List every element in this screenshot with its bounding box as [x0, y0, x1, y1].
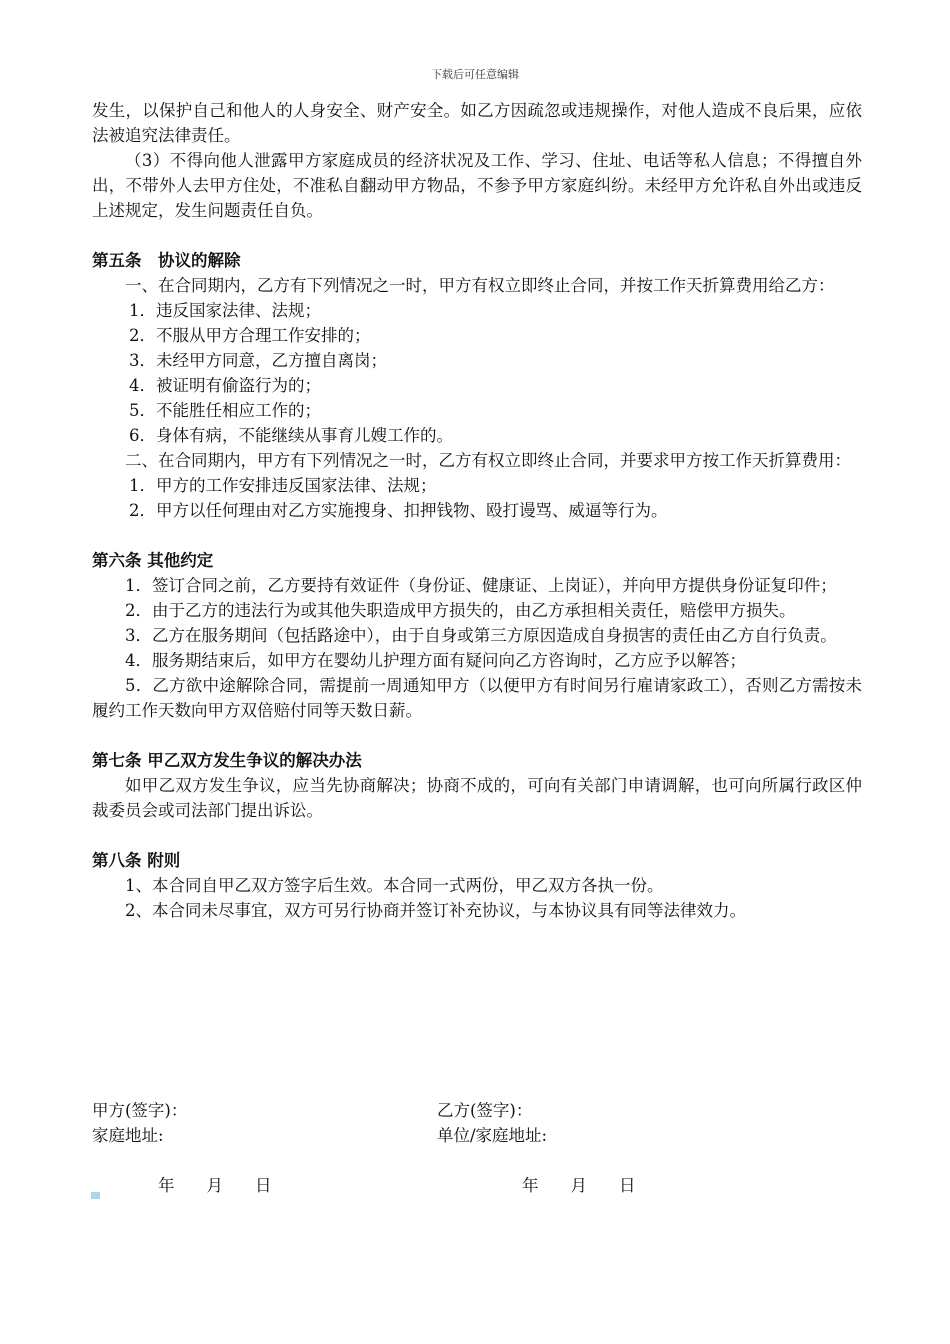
party-b-date [522, 1172, 636, 1196]
list-item: 4．被证明有偷盗行为的； [129, 376, 321, 395]
list-item: 3．乙方在服务期间（包括路途中），由于自身或第三方原因造成自身损害的责任由乙方自行负责。 [125, 626, 837, 645]
intro-paragraph-1: 发生，以保护自己和他人的人身安全、财产安全。如乙方因疏忽或违规操作，对他人造成不良后果，应依法被追究法律责任。 [92, 101, 862, 145]
year-label: 年 [158, 1176, 175, 1195]
party-a-signature-label: 甲方(签字)： [92, 1101, 188, 1120]
article7-text: 如甲乙双方发生争议，应当先协商解决；协商不成的，可向有关部门申请调解，也可向所属行政区仲裁委员会或司法部门提出诉讼。 [92, 776, 862, 820]
day-label: 日 [255, 1176, 272, 1195]
list-item: 1、本合同自甲乙双方签字后生效。本合同一式两份，甲乙双方各执一份。 [125, 876, 664, 895]
article7-title: 第七条 甲乙双方发生争议的解决办法 [92, 751, 362, 770]
list-item: 1．签订合同之前，乙方要持有效证件（身份证、健康证、上岗证），并向甲方提供身份证复印件； [125, 576, 837, 595]
list-item: 5．不能胜任相应工作的； [129, 401, 321, 420]
article5-title: 第五条 协议的解除 [92, 251, 241, 270]
article5-part2: 二、在合同期内，甲方有下列情况之一时，乙方有权立即终止合同，并要求甲方按工作天折算费用： [125, 451, 851, 470]
intro-paragraph-2: （3）不得向他人泄露甲方家庭成员的经济状况及工作、学习、住址、电话等私人信息；不得擅自外出，不带外人去甲方住处，不准私自翻动甲方物品，不参予甲方家庭纠纷。未经甲方允许私自外出或违反上述规定，发生问题责任自负。 [92, 151, 862, 220]
party-a-address-label: 家庭地址: [92, 1126, 164, 1145]
month-label: 月 [206, 1176, 223, 1195]
article5-part1: 一、在合同期内，乙方有下列情况之一时，甲方有权立即终止合同，并按工作天折算费用给乙方： [125, 276, 835, 295]
list-item: 2．甲方以任何理由对乙方实施搜身、扣押钱物、殴打谩骂、威逼等行为。 [129, 501, 668, 520]
list-item: 1．甲方的工作安排违反国家法律、法规； [129, 476, 437, 495]
article8-title: 第八条 附则 [92, 851, 181, 870]
list-item: 4．服务期结束后，如甲方在婴幼儿护理方面有疑问向乙方咨询时，乙方应予以解答； [125, 651, 746, 670]
month-label: 月 [570, 1176, 587, 1195]
page-header: 下载后可任意编辑 [431, 68, 519, 81]
party-b-signature-label: 乙方(签字)： [437, 1101, 533, 1120]
list-item: 6．身体有病，不能继续从事育儿嫂工作的。 [129, 426, 453, 445]
list-item: 2、本合同未尽事宜，双方可另行协商并签订补充协议，与本协议具有同等法律效力。 [125, 901, 746, 920]
list-item: 2．不服从甲方合理工作安排的； [129, 326, 371, 345]
day-label: 日 [619, 1176, 636, 1195]
party-b-address-label: 单位/家庭地址: [437, 1126, 548, 1145]
list-item: 5．乙方欲中途解除合同，需提前一周通知甲方（以便甲方有时间另行雇请家政工），否则乙方需按未履约工作天数向甲方双倍赔付同等天数日薪。 [92, 676, 862, 720]
year-label: 年 [522, 1176, 539, 1195]
party-a-date [158, 1172, 272, 1196]
list-item: 2．由于乙方的违法行为或其他失职造成甲方损失的，由乙方承担相关责任，赔偿甲方损失。 [125, 601, 796, 620]
list-item: 1．违反国家法律、法规； [129, 301, 321, 320]
contract-body [92, 98, 862, 923]
article6-title: 第六条 其他约定 [92, 551, 214, 570]
anchor-marker [91, 1192, 100, 1199]
list-item: 3．未经甲方同意，乙方擅自离岗； [129, 351, 387, 370]
